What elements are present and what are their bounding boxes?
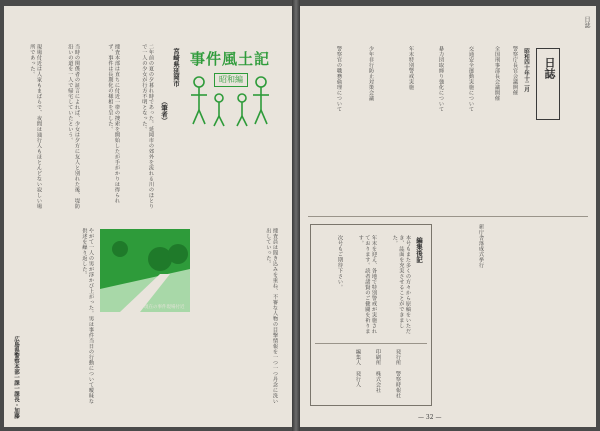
right-page xyxy=(300,6,596,427)
scene-photo xyxy=(100,229,190,312)
article-text-column-5: 捜査員は聞き込みを重ね、不審な人物の目撃情報を一つ一つ丹念に洗い出していった。 xyxy=(265,228,278,404)
colophon-divider xyxy=(315,343,427,344)
article-text-column-6: やがて一人の男が浮かび上がった。男は事件当日の行動について曖昧な供述を繰り返した。 xyxy=(81,228,94,404)
photo-landscape xyxy=(100,229,190,312)
article-text-column-4: 現場付近は人家もまばらで、夜間は通行人もほとんどない寂しい場所であった。 xyxy=(29,44,42,209)
binding-gutter xyxy=(292,0,300,431)
diary-entry-8: 新庁舎落成式挙行 xyxy=(478,224,484,268)
editor-text-3: 次号もご期待下さい。 xyxy=(337,235,343,290)
diary-entry-1: 警察庁長官会議開催 xyxy=(512,46,518,96)
closing-note: 広島県警察本部一課一課長・加藤 xyxy=(13,336,19,419)
photo-caption: 現在の事件現場付近 xyxy=(144,305,185,310)
jiken-fudoki-stamp xyxy=(187,40,273,135)
left-page xyxy=(4,6,292,427)
stamp-subtitle: 昭和編 xyxy=(214,73,248,87)
editor-note-box xyxy=(310,224,432,406)
colophon-line-1: 発行所 警察時報社 xyxy=(395,349,401,399)
article-text-column-2: 捜査本部は直ちに付近一帯の捜索を開始したが手がかりは得られず、事件は長期化の様相を呈した。 xyxy=(107,44,120,204)
editor-heading: 編集後記 xyxy=(415,237,423,263)
diary-entry-5: 年末特別警戒実施 xyxy=(408,46,414,90)
section-divider xyxy=(308,216,588,217)
stamp-figures-illustration xyxy=(187,40,273,135)
diary-entry-6: 少年非行防止対策会議 xyxy=(368,46,374,101)
diary-entry-3: 交通安全運動実施について xyxy=(468,46,474,112)
nikki-title-box xyxy=(536,48,560,120)
article-text-column-3: 当時の関係者の証言によれば、少女は夕方に友人と別れた後、堤防沿いの道を一人で帰宅していたという。 xyxy=(67,44,80,209)
page-number: — 32 — xyxy=(418,414,442,421)
stamp-title: 事件風土記 xyxy=(189,50,270,68)
diary-entry-7: 警察官の職務倫理について xyxy=(336,46,342,112)
editor-text-2: 年末を迎え、各地で特別警戒が実施されております。読者諸賢のご健闘を祈ります。 xyxy=(357,235,377,334)
byline-note: （筆者） xyxy=(160,98,168,124)
colophon-line-2: 印刷所 株式会社 xyxy=(375,349,381,393)
running-header: 日誌 xyxy=(583,16,590,28)
byline: 宮崎県延岡市 xyxy=(172,48,180,87)
editor-text-1: 本号もまた多くの方々から原稿をいただき、誌面を充実させることができました。 xyxy=(391,235,411,334)
article-text-column-1: 二年前の夏の夕暮れ時であった。延岡市の郊外を流れる川のほとりで一人の少女が行方不明となった。 xyxy=(141,44,154,209)
diary-entry-2: 全国刑事部長会議開催 xyxy=(494,46,500,101)
date-range: 昭和四十年十二月 xyxy=(523,48,529,92)
nikki-title: 日誌 xyxy=(543,57,556,79)
colophon-line-3: 編集人 発行人 xyxy=(355,349,361,388)
diary-entry-4: 暴力団取締り強化について xyxy=(438,46,444,112)
